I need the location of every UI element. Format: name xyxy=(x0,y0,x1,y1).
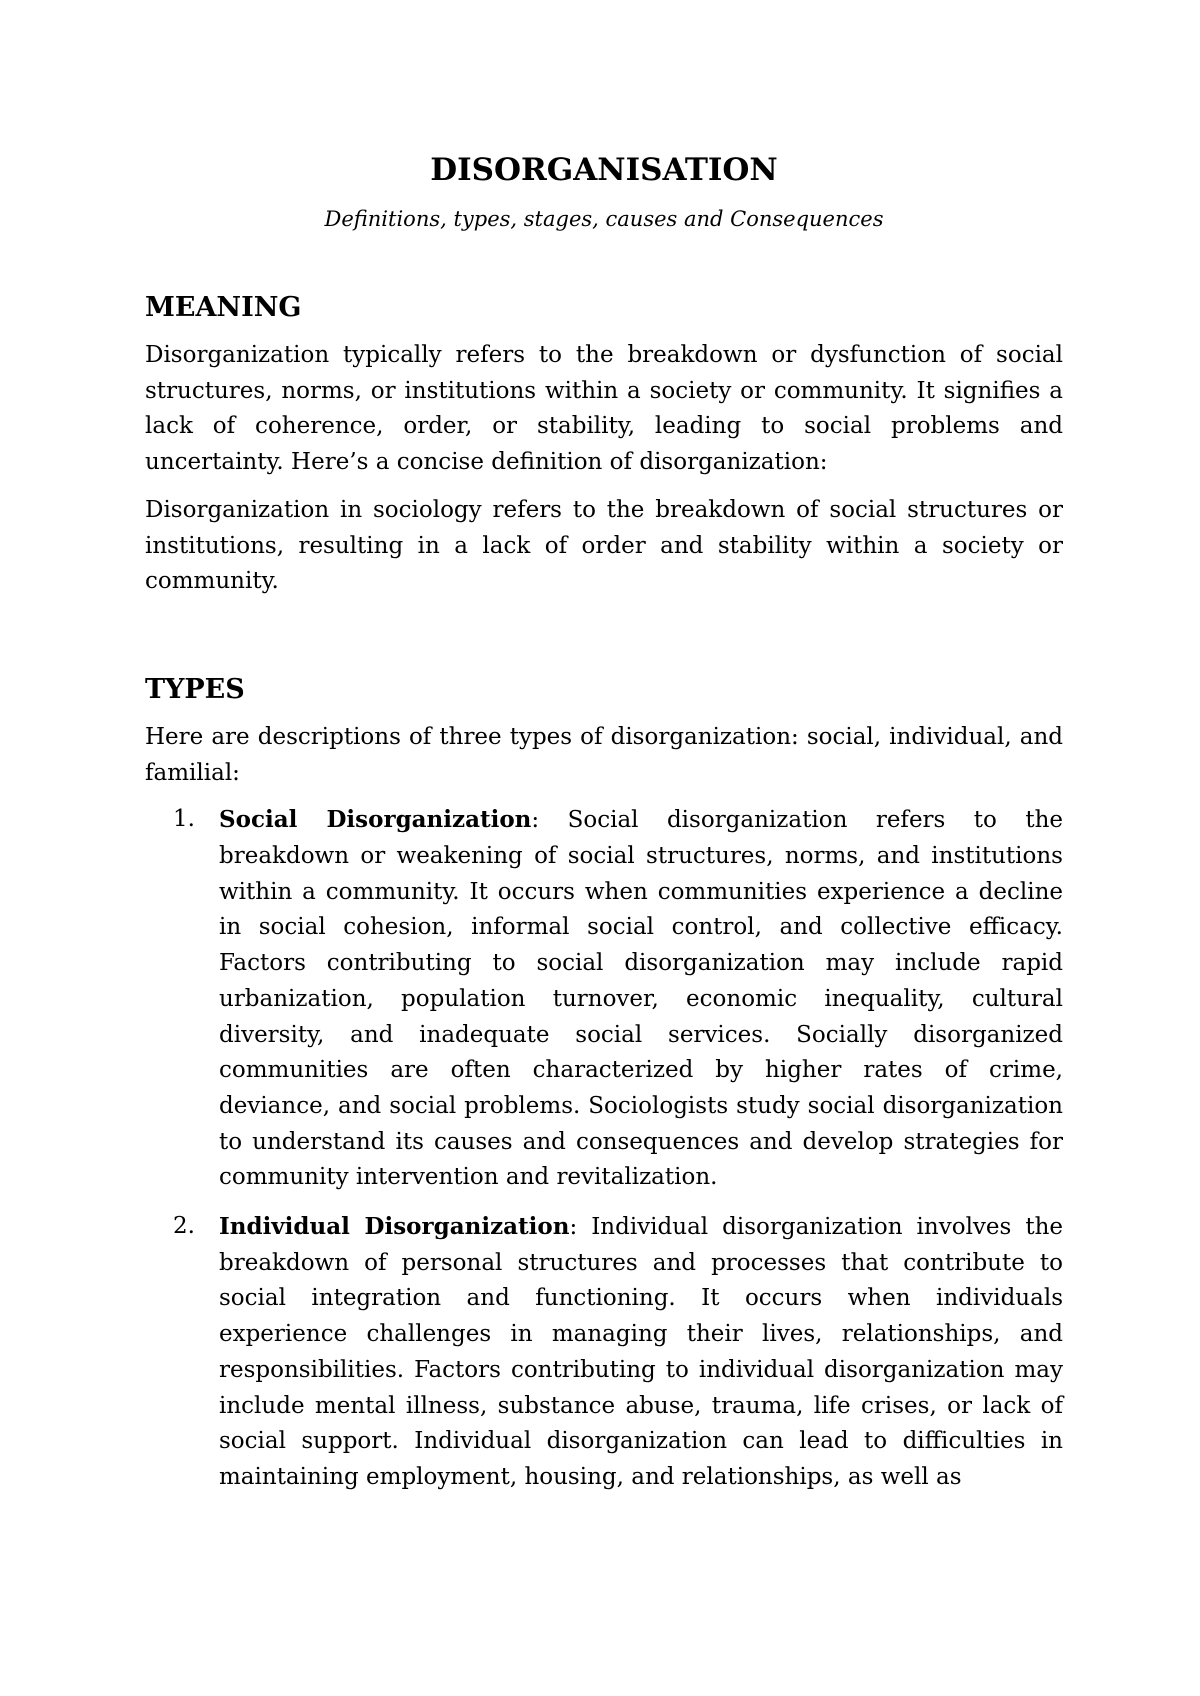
list-number: 2. xyxy=(173,1213,195,1240)
term-separator: : xyxy=(569,1214,578,1241)
types-list xyxy=(145,802,1063,1495)
types-heading: TYPES xyxy=(145,673,245,705)
document-subtitle: Definitions, types, stages, causes and Consequences xyxy=(324,207,884,231)
types-intro: Here are descriptions of three types of disorganization: social, individual, and familial: xyxy=(145,723,1063,786)
term-individual-disorganization: Individual Disorganization xyxy=(219,1213,570,1241)
list-item-body xyxy=(219,802,1063,1196)
document-page xyxy=(145,150,1063,1509)
list-item-text: Individual disorganization involves the breakdown of personal structures and processes that contribute to social integration and functioning. It occurs when individuals experience challenges in managing their lives, relationships, and responsibilities. Factors contributing to individual disorganization may include mental illness, substance abuse, trauma, life crises, or lack of social support. Individual disorganization can lead to difficulties in maintaining employment, housing, and relationships, as well as xyxy=(219,1214,1063,1490)
meaning-paragraph-2: Disorganization in sociology refers to the breakdown of social structures or institutions, resulting in a lack of order and stability within a society or community. xyxy=(145,496,1063,595)
list-number: 1. xyxy=(173,806,195,833)
meaning-paragraph-1: Disorganization typically refers to the breakdown or dysfunction of social structures, norms, or institutions within a society or community. It signifies a lack of coherence, order, or stability, leading to social problems and uncertainty. Here’s a concise definition of disorganization: xyxy=(145,342,1063,476)
list-item-individual-disorganization xyxy=(145,1209,1063,1496)
term-social-disorganization: Social Disorganization xyxy=(219,806,532,834)
meaning-heading: MEANING xyxy=(145,292,302,323)
term-separator: : xyxy=(531,807,540,834)
document-title: DISORGANISATION xyxy=(430,152,778,188)
list-item-social-disorganization xyxy=(145,802,1063,1196)
list-item-text: Social disorganization refers to the breakdown or weakening of social structures, norms, and institutions within a community. It occurs when communities experience a decline in social cohesion, informal social control, and collective efficacy. Factors contributing to social disorganization may include rapid urbanization, population turnover, economic inequality, cultural diversity, and inadequate social services. Socially disorganized communities are often characterized by higher rates of crime, deviance, and social problems. Sociologists study social disorganization to understand its causes and consequences and develop strategies for community intervention and revitalization. xyxy=(219,807,1063,1191)
list-item-body xyxy=(219,1209,1063,1496)
